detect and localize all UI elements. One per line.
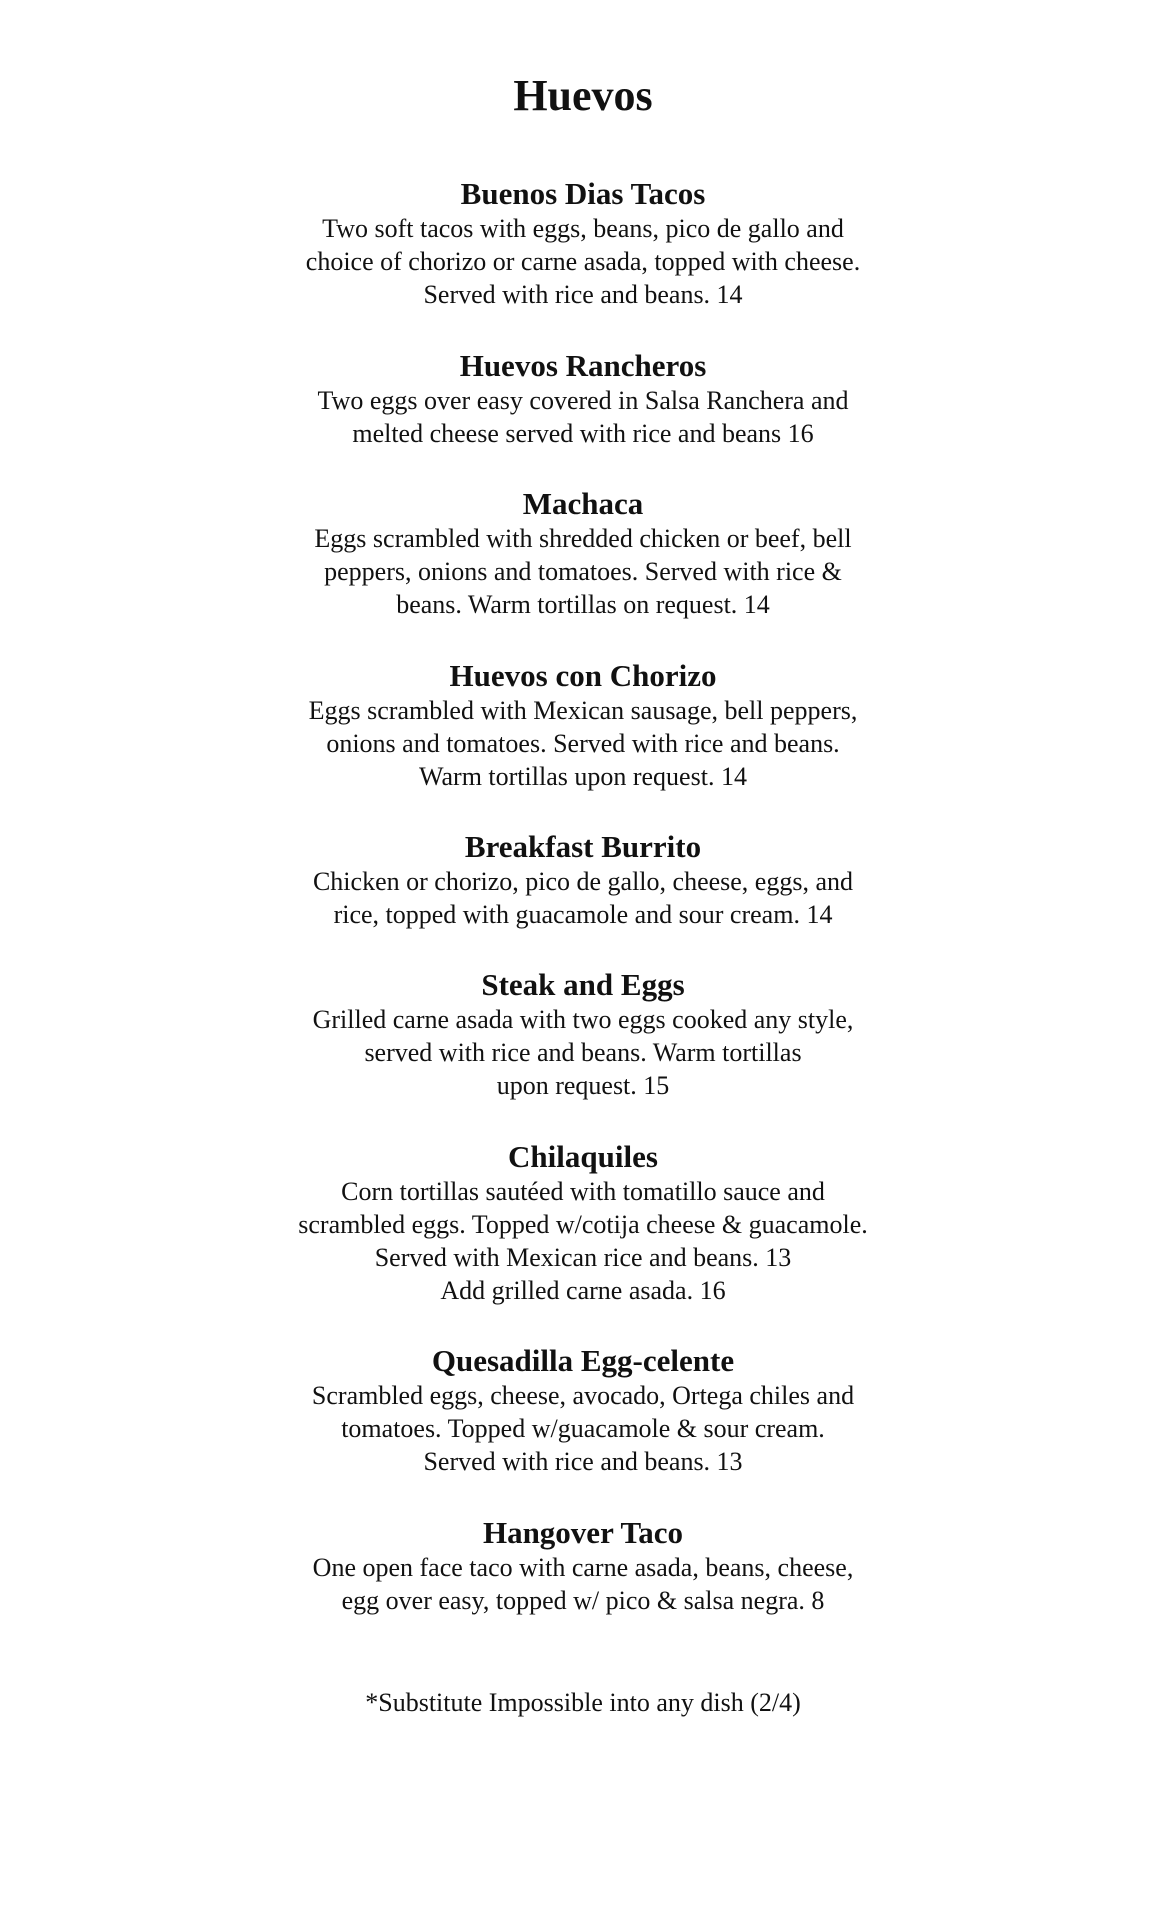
- description-line: melted cheese served with rice and beans 16: [352, 419, 814, 448]
- menu-item-huevos-rancheros: [0, 348, 1166, 450]
- description-line: Corn tortillas sautéed with tomatillo sauce and: [341, 1177, 825, 1206]
- item-name: Steak and Eggs: [481, 967, 685, 1002]
- description-line: Two soft tacos with eggs, beans, pico de gallo and: [322, 214, 844, 243]
- description-line: Eggs scrambled with Mexican sausage, bell peppers,: [308, 696, 858, 725]
- description-line: Grilled carne asada with two eggs cooked any style,: [312, 1005, 854, 1034]
- menu-item-huevos-con-chorizo: [0, 658, 1166, 793]
- item-name: Hangover Taco: [482, 1515, 684, 1550]
- menu-item-chilaquiles: [0, 1139, 1166, 1307]
- item-name: Buenos Dias Tacos: [460, 176, 706, 211]
- item-description: [0, 212, 1166, 311]
- description-line: Warm tortillas upon request. 14: [419, 762, 747, 791]
- description-line: peppers, onions and tomatoes. Served with rice &: [324, 557, 842, 586]
- page-title: Huevos: [513, 71, 653, 120]
- menu-item-hangover-taco: [0, 1515, 1166, 1617]
- menu-item-breakfast-burrito: [0, 829, 1166, 931]
- description-line: upon request. 15: [496, 1071, 670, 1100]
- description-line: Served with rice and beans. 13: [423, 1447, 743, 1476]
- item-description: [0, 384, 1166, 450]
- description-line: One open face taco with carne asada, beans, cheese,: [312, 1553, 854, 1582]
- menu-item-buenos-dias-tacos: [0, 176, 1166, 311]
- description-line: rice, topped with guacamole and sour cream. 14: [333, 900, 833, 929]
- description-line: Add grilled carne asada. 16: [440, 1276, 726, 1305]
- item-name: Breakfast Burrito: [464, 829, 702, 864]
- item-description: [0, 522, 1166, 621]
- description-line: onions and tomatoes. Served with rice and beans.: [326, 729, 840, 758]
- description-line: Two eggs over easy covered in Salsa Ranchera and: [317, 386, 849, 415]
- item-description: [0, 1003, 1166, 1102]
- description-line: Served with rice and beans. 14: [423, 280, 743, 309]
- item-description: [0, 1379, 1166, 1478]
- description-line: choice of chorizo or carne asada, topped with cheese.: [305, 247, 861, 276]
- item-description: [0, 1175, 1166, 1307]
- menu-item-steak-and-eggs: [0, 967, 1166, 1102]
- description-line: egg over easy, topped w/ pico & salsa negra. 8: [341, 1586, 825, 1615]
- description-line: Eggs scrambled with shredded chicken or beef, bell: [314, 524, 852, 553]
- description-line: tomatoes. Topped w/guacamole & sour cream.: [341, 1414, 825, 1443]
- menu-item-machaca: [0, 486, 1166, 621]
- item-name: Chilaquiles: [508, 1139, 658, 1174]
- description-line: Chicken or chorizo, pico de gallo, cheese, eggs, and: [312, 867, 854, 896]
- description-line: scrambled eggs. Topped w/cotija cheese & guacamole.: [298, 1210, 868, 1239]
- description-line: served with rice and beans. Warm tortillas: [364, 1038, 802, 1067]
- menu-item-quesadilla-egg-celente: [0, 1343, 1166, 1478]
- item-description: [0, 1551, 1166, 1617]
- item-description: [0, 694, 1166, 793]
- item-name: Machaca: [522, 486, 644, 521]
- item-name: Quesadilla Egg-celente: [431, 1343, 735, 1378]
- description-line: beans. Warm tortillas on request. 14: [396, 590, 770, 619]
- description-line: Served with Mexican rice and beans. 13: [374, 1243, 792, 1272]
- item-name: Huevos Rancheros: [459, 348, 707, 383]
- description-line: Scrambled eggs, cheese, avocado, Ortega chiles and: [311, 1381, 855, 1410]
- substitution-footnote: *Substitute Impossible into any dish (2/4): [365, 1688, 801, 1717]
- item-description: [0, 865, 1166, 931]
- item-name: Huevos con Chorizo: [449, 658, 717, 693]
